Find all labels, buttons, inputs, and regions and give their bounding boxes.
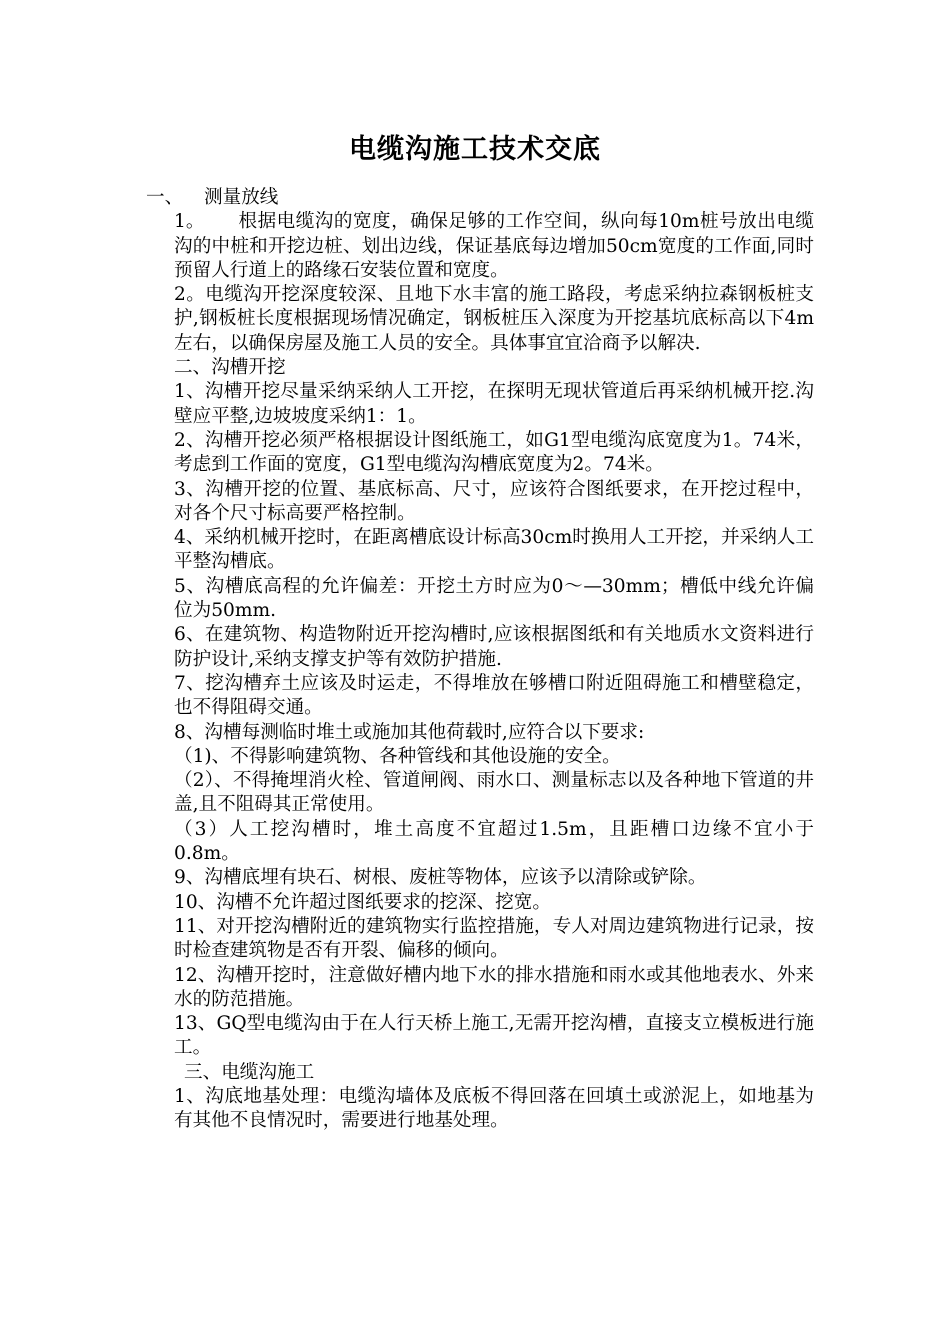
- section-1-heading-text: 测量放线: [204, 187, 279, 208]
- section-1-number: 一、: [146, 187, 184, 208]
- section-2-item: 12、沟槽开挖时，注意做好槽内地下水的排水措施和雨水或其他地表水、外来水的防范措施。: [174, 964, 814, 1010]
- section-2-subitem: （3）人工挖沟槽时，堆土高度不宜超过1.5m，且距槽口边缘不宜小于0.8m。: [174, 818, 814, 865]
- section-2-item: 3、沟槽开挖的位置、基底标高、尺寸，应该符合图纸要求，在开挖过程中，对各个尺寸标高要严格控制。: [174, 478, 814, 524]
- section-2-item: 13、GQ型电缆沟由于在人行天桥上施工,无需开挖沟槽，直接支立模板进行施工。: [174, 1013, 814, 1059]
- section-2-item: 1、沟槽开挖尽量采纳采纳人工开挖，在探明无现状管道后再采纳机械开挖.沟壁应平整,边坡坡度采纳1：1。: [174, 381, 814, 427]
- section-2-subitem: （2）、不得掩埋消火栓、管道闸阀、雨水口、测量标志以及各种地下管道的井盖,且不阻碍其正常使用。: [174, 770, 814, 816]
- section-2-heading: 二、沟槽开挖: [174, 357, 286, 379]
- section-1-heading: [146, 186, 786, 210]
- section-2-item: 7、挖沟槽弃土应该及时运走，不得堆放在够槽口附近阻碍施工和槽壁稳定，也不得阻碍交通。: [174, 672, 814, 719]
- section-2-item: 6、在建筑物、构造物附近开挖沟槽时,应该根据图纸和有关地质水文资料进行防护设计,采纳支撑支护等有效防护措施.: [174, 624, 814, 670]
- section-2-item: 10、沟槽不允许超过图纸要求的挖深、挖宽。: [174, 891, 551, 913]
- section-1-item-1-number: 1。: [174, 211, 205, 233]
- section-2-item: 11、对开挖沟槽附近的建筑物实行监控措施，专人对周边建筑物进行记录，按时检查建筑物是否有开裂、偏移的倾向。: [174, 915, 814, 962]
- section-2-item: 4、采纳机械开挖时，在距离槽底设计标高30cm时换用人工开挖，并采纳人工平整沟槽底。: [174, 527, 814, 573]
- section-2-subitem: （1)、不得影响建筑物、各种管线和其他设施的安全。: [174, 745, 621, 767]
- section-2-item: 9、沟槽底埋有块石、树根、废桩等物体，应该予以清除或铲除。: [174, 867, 707, 889]
- document-body: [146, 186, 814, 1134]
- section-1-item-2: 2。电缆沟开挖深度较深、且地下水丰富的施工路段，考虑采纳拉森钢板桩支护,钢板桩长度根据现场情况确定，钢板桩压入深度为开挖基坑底标高以下4m左右，以确保房屋及施工人员的安全。具体事宜宜洽商予以解决.: [174, 284, 814, 354]
- document-title: 电缆沟施工技术交底: [349, 134, 601, 165]
- section-1-item-1: [174, 210, 814, 283]
- section-2-item: 5、沟槽底高程的允许偏差：开挖土方时应为0～—30mm；槽低中线允许偏位为50mm.: [174, 575, 814, 622]
- section-2-item: 8、沟槽每测临时堆土或施加其他荷载时,应符合以下要求:: [174, 721, 645, 743]
- section-2-item: 2、沟槽开挖必须严格根据设计图纸施工，如G1型电缆沟底宽度为1。74米，考虑到工作面的宽度，G1型电缆沟沟槽底宽度为2。74米。: [174, 429, 814, 476]
- section-1-item-1-text: 根据电缆沟的宽度，确保足够的工作空间，纵向每10m桩号放出电缆沟的中桩和开挖边桩、划出边线，保证基底每边增加50cm宽度的工作面,同时预留人行道上的路缘石安装位置和宽度。: [174, 211, 814, 281]
- section-3-heading: 三、电缆沟施工: [184, 1061, 315, 1083]
- section-3-item: 1、沟底地基处理：电缆沟墙体及底板不得回落在回填土或淤泥上，如地基为有其他不良情况时，需要进行地基处理。: [174, 1085, 814, 1132]
